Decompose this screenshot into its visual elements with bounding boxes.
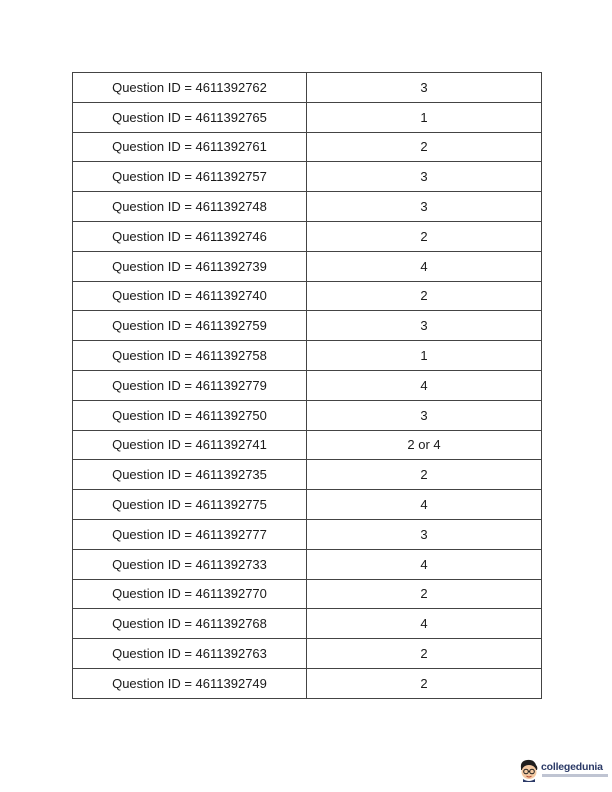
answer-cell: 3	[307, 162, 542, 192]
answer-cell: 2	[307, 132, 542, 162]
mascot-icon	[518, 758, 540, 782]
question-id-cell: Question ID = 4611392759	[73, 311, 307, 341]
question-id-cell: Question ID = 4611392746	[73, 221, 307, 251]
question-id-cell: Question ID = 4611392765	[73, 102, 307, 132]
answer-cell: 3	[307, 400, 542, 430]
table-row	[73, 311, 542, 341]
question-id-cell: Question ID = 4611392748	[73, 192, 307, 222]
table-row	[73, 460, 542, 490]
question-id-cell: Question ID = 4611392779	[73, 370, 307, 400]
answer-cell: 2	[307, 281, 542, 311]
table-row	[73, 490, 542, 520]
question-id-cell: Question ID = 4611392733	[73, 549, 307, 579]
table-row	[73, 549, 542, 579]
logo-tagline-stripe	[542, 774, 608, 777]
question-id-cell: Question ID = 4611392768	[73, 609, 307, 639]
answer-cell: 4	[307, 251, 542, 281]
answer-cell: 1	[307, 341, 542, 371]
table-row	[73, 102, 542, 132]
question-id-cell: Question ID = 4611392739	[73, 251, 307, 281]
table-row	[73, 579, 542, 609]
answer-cell: 2	[307, 221, 542, 251]
answer-cell: 4	[307, 609, 542, 639]
question-id-cell: Question ID = 4611392762	[73, 73, 307, 103]
answer-key-rows	[73, 73, 542, 699]
question-id-cell: Question ID = 4611392757	[73, 162, 307, 192]
answer-cell: 3	[307, 519, 542, 549]
table-row	[73, 341, 542, 371]
table-row	[73, 192, 542, 222]
question-id-cell: Question ID = 4611392735	[73, 460, 307, 490]
table-row	[73, 370, 542, 400]
question-id-cell: Question ID = 4611392761	[73, 132, 307, 162]
answer-cell: 1	[307, 102, 542, 132]
table-row	[73, 281, 542, 311]
answer-cell: 2	[307, 460, 542, 490]
table-row	[73, 132, 542, 162]
collegedunia-logo	[518, 756, 612, 786]
answer-cell: 2	[307, 668, 542, 698]
answer-key-table	[72, 72, 542, 699]
question-id-cell: Question ID = 4611392740	[73, 281, 307, 311]
question-id-cell: Question ID = 4611392758	[73, 341, 307, 371]
answer-cell: 4	[307, 549, 542, 579]
question-id-cell: Question ID = 4611392750	[73, 400, 307, 430]
logo-wordmark: collegedunia	[541, 761, 603, 773]
table-row	[73, 251, 542, 281]
answer-cell: 3	[307, 73, 542, 103]
table-row	[73, 639, 542, 669]
table-row	[73, 162, 542, 192]
question-id-cell: Question ID = 4611392763	[73, 639, 307, 669]
answer-cell: 2	[307, 639, 542, 669]
answer-cell: 3	[307, 192, 542, 222]
table-row	[73, 221, 542, 251]
table-row	[73, 668, 542, 698]
answer-cell: 4	[307, 370, 542, 400]
answer-cell: 2	[307, 579, 542, 609]
table-row	[73, 609, 542, 639]
question-id-cell: Question ID = 4611392741	[73, 430, 307, 460]
question-id-cell: Question ID = 4611392749	[73, 668, 307, 698]
question-id-cell: Question ID = 4611392777	[73, 519, 307, 549]
answer-cell: 3	[307, 311, 542, 341]
question-id-cell: Question ID = 4611392775	[73, 490, 307, 520]
answer-cell: 2 or 4	[307, 430, 542, 460]
table-row	[73, 73, 542, 103]
answer-cell: 4	[307, 490, 542, 520]
table-row	[73, 430, 542, 460]
question-id-cell: Question ID = 4611392770	[73, 579, 307, 609]
table-row	[73, 400, 542, 430]
table-row	[73, 519, 542, 549]
